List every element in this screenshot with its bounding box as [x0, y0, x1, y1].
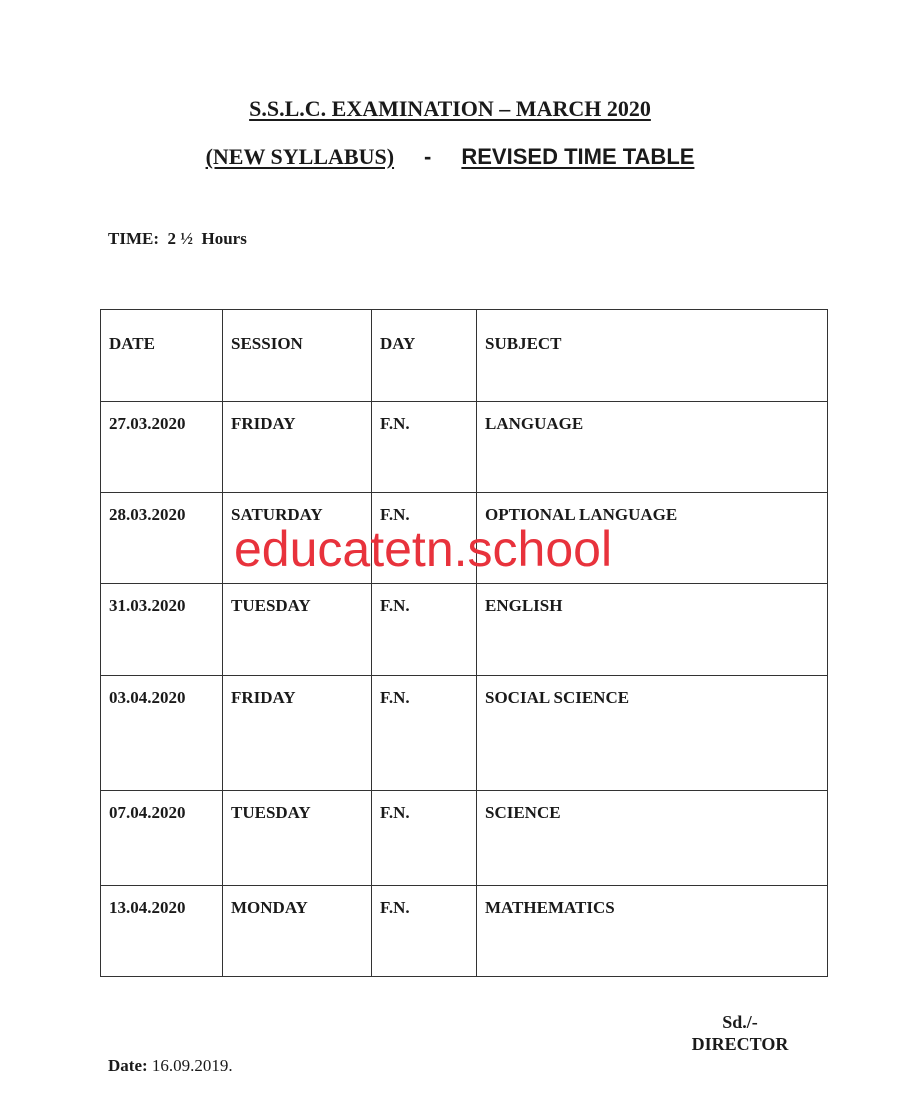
exam-title	[0, 96, 900, 122]
cell-session: FRIDAY	[223, 676, 372, 791]
cell-subject: OPTIONAL LANGUAGE	[477, 493, 828, 584]
cell-day: F.N.	[372, 676, 477, 791]
exam-title-text: S.S.L.C. EXAMINATION – MARCH 2020	[249, 96, 651, 121]
header-subject: SUBJECT	[477, 310, 828, 402]
signatory-title: DIRECTOR	[691, 1034, 789, 1054]
table-row	[101, 676, 828, 791]
cell-session: MONDAY	[223, 886, 372, 977]
time-label: TIME:	[108, 229, 159, 248]
cell-day: F.N.	[372, 886, 477, 977]
header-day: DAY	[372, 310, 477, 402]
date-label: Date:	[108, 1056, 148, 1075]
timetable-header-row	[101, 310, 828, 402]
date-value: 16.09.2019.	[151, 1056, 233, 1075]
time-value: 2 ½ Hours	[167, 229, 247, 248]
cell-subject: ENGLISH	[477, 584, 828, 676]
header-session: SESSION	[223, 310, 372, 402]
cell-subject: LANGUAGE	[477, 402, 828, 493]
cell-day: F.N.	[372, 584, 477, 676]
issue-date	[108, 1056, 233, 1076]
header-date: DATE	[101, 310, 223, 402]
cell-session: FRIDAY	[223, 402, 372, 493]
table-row	[101, 493, 828, 584]
cell-day: F.N.	[372, 402, 477, 493]
table-row	[101, 791, 828, 886]
cell-subject: MATHEMATICS	[477, 886, 828, 977]
signature-block	[630, 1011, 850, 1055]
table-row	[101, 886, 828, 977]
cell-day: F.N.	[372, 791, 477, 886]
cell-session: TUESDAY	[223, 791, 372, 886]
revised-time-table-heading: REVISED TIME TABLE	[461, 144, 695, 169]
exam-duration	[108, 229, 247, 249]
table-row	[101, 584, 828, 676]
signature-mark: Sd./-	[722, 1012, 758, 1032]
cell-date: 13.04.2020	[101, 886, 223, 977]
cell-date: 07.04.2020	[101, 791, 223, 886]
cell-session: SATURDAY	[223, 493, 372, 584]
cell-date: 03.04.2020	[101, 676, 223, 791]
cell-session: TUESDAY	[223, 584, 372, 676]
cell-subject: SCIENCE	[477, 791, 828, 886]
table-row	[101, 402, 828, 493]
cell-date: 27.03.2020	[101, 402, 223, 493]
cell-subject: SOCIAL SCIENCE	[477, 676, 828, 791]
timetable	[100, 309, 828, 977]
subtitle-line	[0, 144, 900, 170]
cell-day: F.N.	[372, 493, 477, 584]
cell-date: 28.03.2020	[101, 493, 223, 584]
watermark-text: educatetn.school	[234, 521, 613, 577]
cell-date: 31.03.2020	[101, 584, 223, 676]
syllabus-label: (NEW SYLLABUS)	[205, 144, 395, 169]
subtitle-separator: -	[424, 144, 432, 169]
